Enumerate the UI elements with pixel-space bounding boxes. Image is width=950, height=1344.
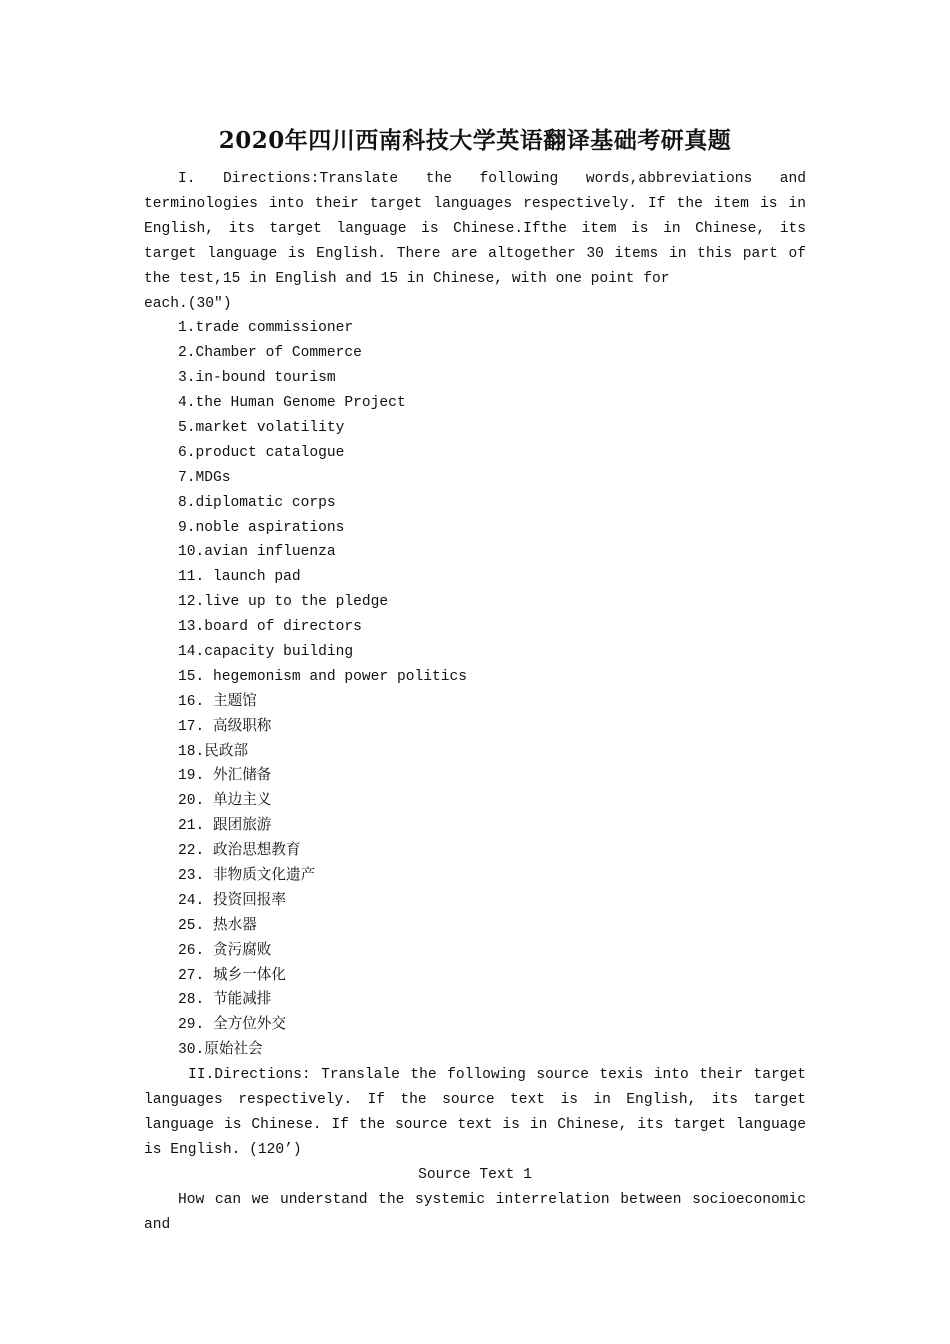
list-item: 10.avian influenza (178, 544, 336, 561)
list-item: 16. 主题馆 (178, 693, 257, 710)
list-item: 25. 热水器 (178, 917, 257, 934)
list-item: 18.民政部 (178, 743, 249, 760)
list-item: 4.the Human Genome Project (178, 395, 406, 412)
list-item: 6.product catalogue (178, 444, 345, 461)
section1-directions-tail: each.(30″) (144, 295, 232, 312)
list-item: 13.board of directors (178, 619, 362, 636)
list-item: 7.MDGs (178, 469, 231, 486)
vocabulary-list (144, 316, 806, 1063)
list-item: 20. 单边主义 (178, 793, 272, 810)
list-item: 15. hegemonism and power politics (178, 668, 468, 685)
list-item: 17. 高级职称 (178, 718, 272, 735)
list-item: 14.capacity building (178, 644, 354, 661)
section1-directions: I. Directions:Translate the following words,abbreviations and terminologies into their target languages respectively. If the item is in English, its target language is Chinese.Ifthe item is in Chinese, its target language is English. There are altogether 30 items in this part of the test,15 in English and 15 in Chinese, with one point for (144, 171, 806, 287)
list-item: 30.原始社会 (178, 1042, 263, 1059)
list-item: 5.market volatility (178, 420, 345, 436)
list-item: 19. 外汇储备 (178, 768, 272, 785)
list-item: 3.in-bound tourism (178, 370, 336, 387)
list-item: 23. 非物质文化遗产 (178, 868, 316, 885)
list-item: 2.Chamber of Commerce (178, 345, 362, 362)
list-item: 12.live up to the pledge (178, 594, 389, 611)
list-item: 27. 城乡一体化 (178, 967, 286, 984)
source-text-first-line: How can we understand the systemic interrelation between socioeconomic and (144, 1191, 806, 1233)
list-item: 24. 投资回报率 (178, 892, 286, 909)
list-item: 1.trade commissioner (178, 320, 354, 337)
list-item: 28. 节能减排 (178, 992, 272, 1009)
document-body (144, 167, 806, 1238)
list-item: 22. 政治思想教育 (178, 843, 301, 860)
source-text-heading: Source Text 1 (418, 1166, 532, 1183)
document-title: 2020年四川西南科技大学英语翻译基础考研真题 (218, 127, 732, 154)
list-item: 21. 跟团旅游 (178, 818, 272, 835)
list-item: 9.noble aspirations (178, 519, 345, 536)
list-item: 29. 全方位外交 (178, 1017, 286, 1034)
list-item: 26. 贪污腐败 (178, 942, 272, 959)
section2-directions: II.Directions: Translale the following source texis into their target languages respectively. If the source text is in English, its target language is Chinese. If the source text is in Chinese, its target language is English. (120’) (144, 1067, 806, 1158)
list-item: 11. launch pad (178, 569, 301, 586)
list-item: 8.diplomatic corps (178, 494, 336, 511)
